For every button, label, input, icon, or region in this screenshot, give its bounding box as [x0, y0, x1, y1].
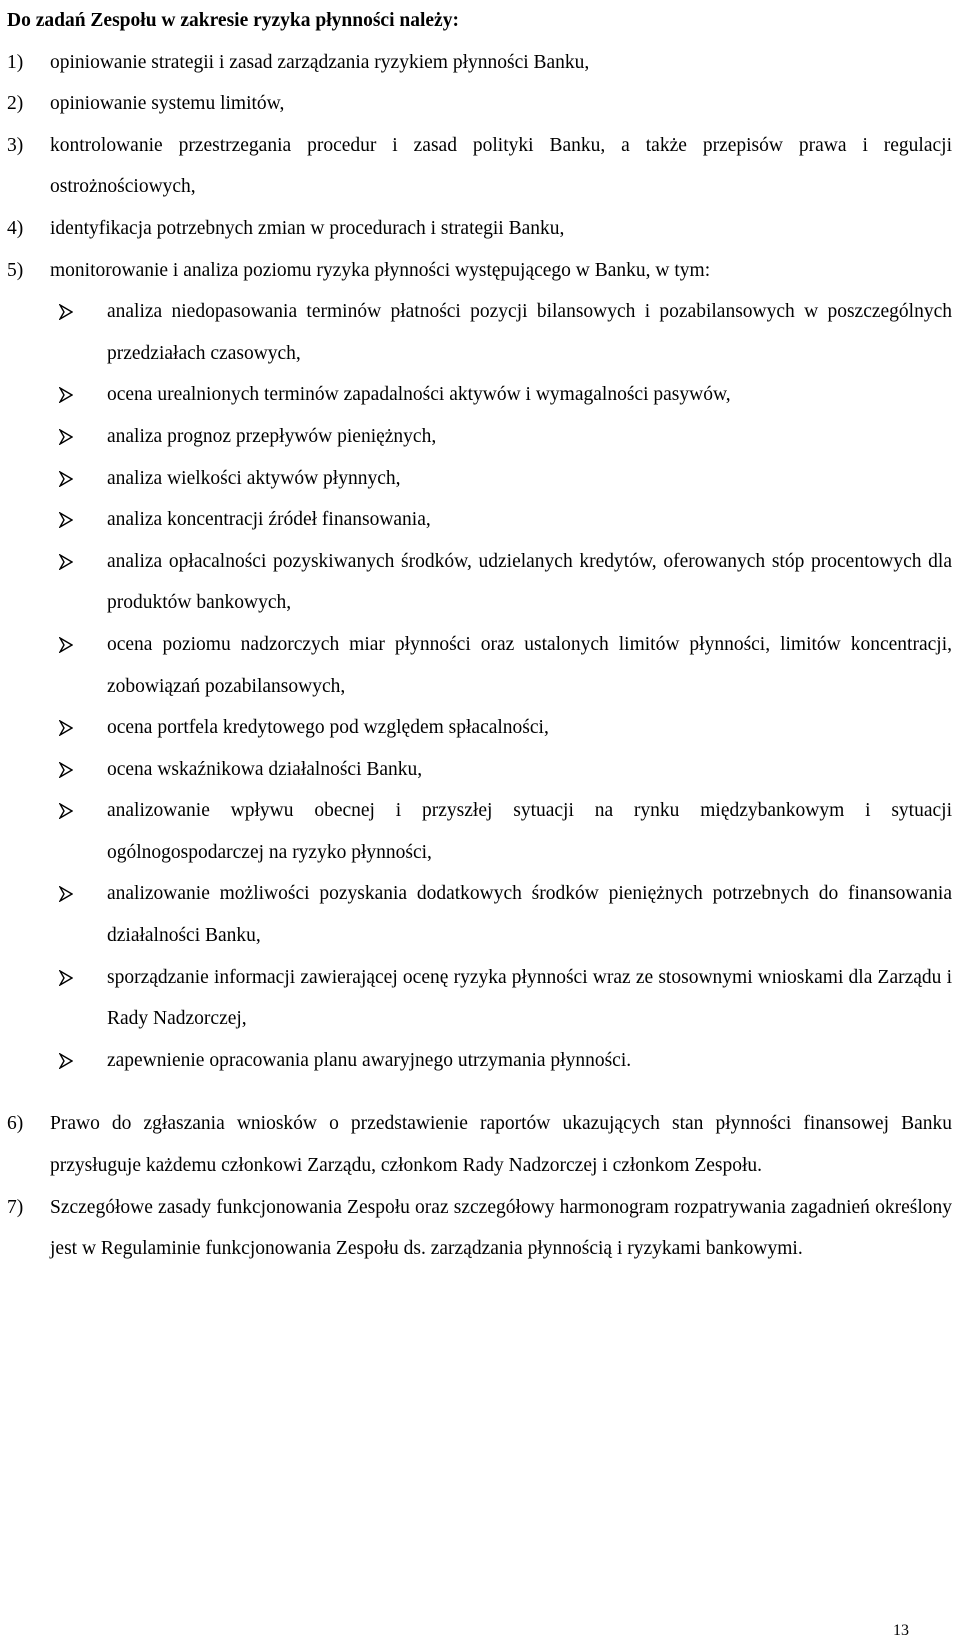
bullet-item — [59, 374, 952, 416]
bullet-text: ocena portfela kredytowego pod względem spłacalności, — [107, 717, 549, 739]
bullet-item — [59, 291, 952, 374]
arrowhead-bullet-icon — [59, 873, 107, 956]
bullet-item — [59, 624, 952, 707]
section-heading: Do zadań Zespołu w zakresie ryzyka płynności należy: — [7, 10, 459, 31]
bullet-item — [59, 416, 952, 458]
list-item-number: 6) — [7, 1113, 24, 1135]
bullet-text: analiza wielkości aktywów płynnych, — [107, 467, 401, 489]
bullet-item — [59, 707, 952, 749]
arrowhead-bullet-icon — [59, 458, 107, 500]
bullet-text: analiza niedopasowania terminów płatności pozycji bilansowych i pozabilansowych w poszczególnych przedziałach czasowych, — [107, 301, 952, 364]
bullet-text: analiza koncentracji źródeł finansowania, — [107, 509, 431, 531]
bullet-item — [59, 541, 952, 624]
document-page — [7, 0, 952, 1270]
spacer — [7, 1081, 952, 1103]
bullet-item — [59, 1040, 952, 1082]
arrowhead-bullet-icon — [59, 291, 107, 374]
bullet-text: ocena poziomu nadzorczych miar płynności oraz ustalonych limitów płynności, limitów koncentracji, zobowiązań pozabilansowych, — [107, 633, 952, 697]
list-item — [7, 125, 952, 208]
list-item-text: monitorowanie i analiza poziomu ryzyka płynności występującego w Banku, w tym: — [50, 259, 711, 281]
list-item-number: 3) — [7, 134, 24, 156]
bullet-item — [59, 790, 952, 873]
list-item — [7, 83, 952, 125]
arrowhead-bullet-icon — [59, 707, 107, 749]
bullet-text: analizowanie możliwości pozyskania dodatkowych środków pieniężnych potrzebnych do finansowania działalności Banku, — [107, 883, 952, 947]
list-item-number: 2) — [7, 93, 24, 115]
list-item — [7, 1103, 952, 1186]
list-item — [7, 1187, 952, 1270]
page-number: 13 — [893, 1622, 909, 1639]
bullet-text: sporządzanie informacji zawierającej ocenę ryzyka płynności wraz ze stosownymi wnioskami dla Zarządu i Rady Nadzorczej, — [107, 966, 952, 1030]
arrowhead-bullet-icon — [59, 416, 107, 458]
bullet-item — [59, 749, 952, 791]
bullet-list — [7, 291, 952, 1081]
bullet-text: ocena urealnionych terminów zapadalności aktywów i wymagalności pasywów, — [107, 384, 731, 406]
list-item-text: Szczegółowe zasady funkcjonowania Zespołu oraz szczegółowy harmonogram rozpatrywania zagadnień określony jest w Regulaminie funkcjonowania Zespołu ds. zarządzania płynnością i ryzykami bankowymi. — [50, 1196, 952, 1260]
list-item — [7, 208, 952, 250]
list-item-text: identyfikacja potrzebnych zmian w procedurach i strategii Banku, — [50, 217, 565, 239]
list-item-text: Prawo do zgłaszania wniosków o przedstawienie raportów ukazujących stan płynności finansowej Banku przysługuje każdemu członkowi Zarządu, członkom Rady Nadzorczej i członkom Zespołu. — [50, 1113, 952, 1177]
list-item — [7, 42, 952, 84]
bullet-text: analizowanie wpływu obecnej i przyszłej sytuacji na rynku międzybankowym i sytuacji ogólnogospodarczej na ryzyko płynności, — [107, 800, 952, 863]
list-item-number: 5) — [7, 259, 24, 281]
bullet-item — [59, 957, 952, 1040]
arrowhead-bullet-icon — [59, 499, 107, 541]
arrowhead-bullet-icon — [59, 374, 107, 416]
bullet-text: zapewnienie opracowania planu awaryjnego utrzymania płynności. — [107, 1049, 632, 1071]
list-item-text: opiniowanie strategii i zasad zarządzania ryzykiem płynności Banku, — [50, 51, 590, 73]
arrowhead-bullet-icon — [59, 957, 107, 1040]
arrowhead-bullet-icon — [59, 624, 107, 707]
list-item-text: kontrolowanie przestrzegania procedur i zasad polityki Banku, a także przepisów prawa i regulacji ostrożnościowych, — [50, 134, 952, 198]
list-item-text: opiniowanie systemu limitów, — [50, 93, 285, 115]
arrowhead-bullet-icon — [59, 749, 107, 791]
arrowhead-bullet-icon — [59, 541, 107, 624]
bullet-text: ocena wskaźnikowa działalności Banku, — [107, 758, 423, 780]
bullet-text: analiza opłacalności pozyskiwanych środków, udzielanych kredytów, oferowanych stóp procentowych dla produktów bankowych, — [107, 550, 952, 614]
bullet-item — [59, 458, 952, 500]
bullet-item — [59, 873, 952, 956]
bullet-item — [59, 499, 952, 541]
list-item-number: 4) — [7, 217, 24, 239]
list-item — [7, 250, 952, 292]
list-item-number: 7) — [7, 1196, 24, 1218]
arrowhead-bullet-icon — [59, 1040, 107, 1082]
list-item-number: 1) — [7, 51, 24, 73]
arrowhead-bullet-icon — [59, 790, 107, 873]
bullet-text: analiza prognoz przepływów pieniężnych, — [107, 425, 437, 447]
